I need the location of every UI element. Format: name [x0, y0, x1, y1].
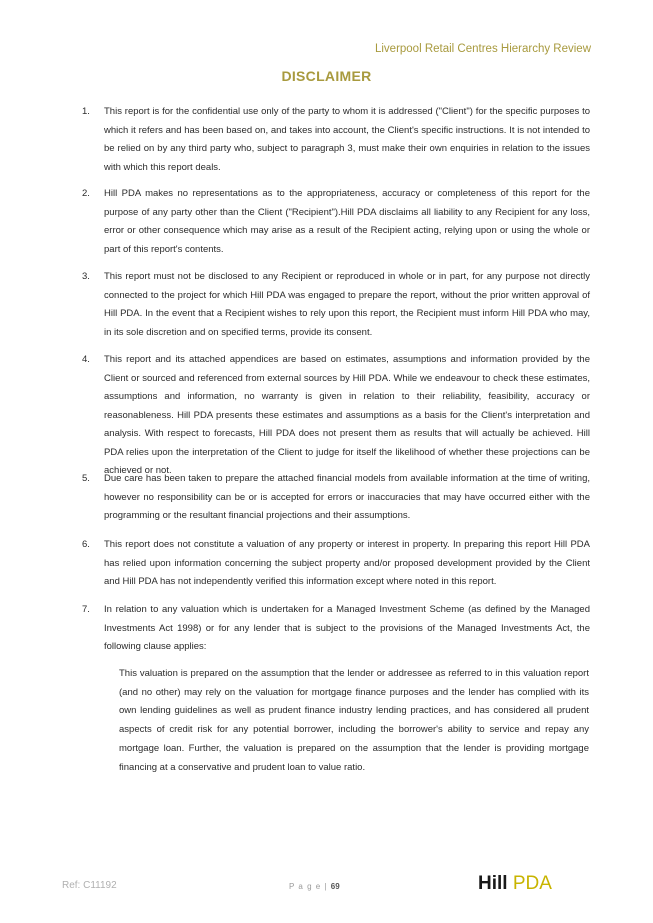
item-text: Due care has been taken to prepare the attached financial models from available information at the time of writing, however no responsibility can be or is accepted for errors or inaccuracies that may have occurred either with the programming or the resultant financial projections and their assumptions.: [104, 473, 590, 521]
item-number: 1.: [82, 106, 90, 117]
footer-reference: Ref: C11192: [62, 880, 117, 891]
page-title: DISCLAIMER: [281, 68, 372, 84]
item-number: 2.: [82, 188, 90, 199]
item-number: 6.: [82, 539, 90, 550]
item-number: 5.: [82, 473, 90, 484]
report-title-header: Liverpool Retail Centres Hierarchy Review: [374, 43, 591, 55]
hill-pda-logo: [478, 873, 552, 895]
footer-page: [289, 882, 340, 891]
item-number: 7.: [82, 604, 90, 615]
page-number: 69: [330, 882, 340, 891]
item-number: 4.: [82, 354, 90, 365]
item-text: This report and its attached appendices are based on estimates, assumptions and information provided by the Client or sourced and referenced from external sources by Hill PDA. While we endeavour to check these estimates, assumptions and information, no warranty is given in relation to their reliability, feasibility, accuracy or reasonableness. Hill PDA presents these estimates and assumptions as a basis for the Client's interpretation and analysis. With respect to forecasts, Hill PDA does not present them as results that will actually be achieved. Hill PDA relies upon the interpretation of the Client to judge for itself the likelihood of whether these projections can be achieved or not.: [104, 354, 590, 476]
item-text: This report does not constitute a valuation of any property or interest in property. In preparing this report Hill PDA has relied upon information concerning the subject property and/or proposed development provided by the Client and Hill PDA has not independently verified this information except where noted in this report.: [104, 539, 590, 587]
item-text: Hill PDA makes no representations as to the appropriateness, accuracy or completeness of this report for the purpose of any party other than the Client ("Recipient").Hill PDA disclaims all liability to any Recipient for any loss, error or other consequence which may arise as a result of the Recipient acting, relying upon or using the whole or part of this report's contents.: [104, 188, 590, 255]
item-text: This report is for the confidential use only of the party to whom it is addressed ("Client") for the specific purposes to which it refers and has been based on, and takes into account, the Client's specific instructions. It is not intended to be relied on by any third party who, subject to paragraph 3, must make their own enquiries in relation to the issues with which this report deals.: [104, 106, 590, 173]
logo-bold-text: Hill: [478, 873, 508, 894]
page-label: P a g e |: [289, 882, 328, 891]
logo-light-text: PDA: [512, 873, 552, 894]
item-text: In relation to any valuation which is undertaken for a Managed Investment Scheme (as defined by the Managed Investments Act 1998) or for any lender that is subject to the provisions of the Managed Investments Act, the following clause applies:: [104, 604, 590, 652]
item-text: This report must not be disclosed to any Recipient or reproduced in whole or in part, for any purpose not directly connected to the project for which Hill PDA was engaged to prepare the report, without the prior written approval of Hill PDA. In the event that a Recipient wishes to rely upon this report, the Recipient must inform Hill PDA who may, in its sole discretion and on specified terms, provide its consent.: [104, 271, 590, 338]
valuation-clause: This valuation is prepared on the assumption that the lender or addressee as referred to in this valuation report (and no other) may rely on the valuation for mortgage finance purposes and the lender has complied with its own lending guidelines as well as prudent finance industry lending practices, and has considered all prudent aspects of credit risk for any potential borrower, including the borrower's ability to service and repay any mortgage loan. Further, the valuation is prepared on the assumption that the lender is providing mortgage financing at a conservative and prudent loan to value ratio.: [119, 668, 589, 773]
item-number: 3.: [82, 271, 90, 282]
